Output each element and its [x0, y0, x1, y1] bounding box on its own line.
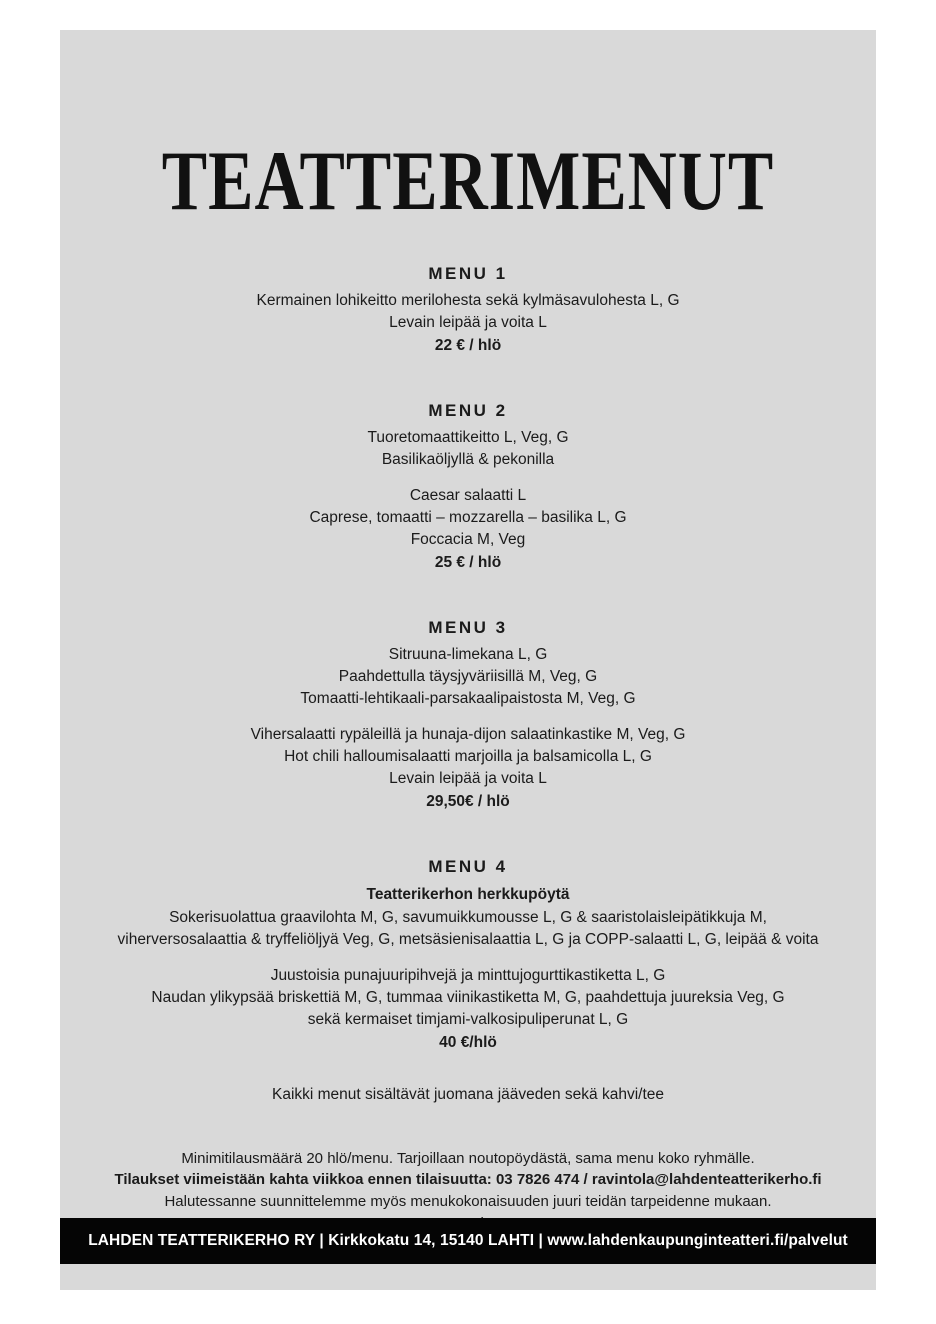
menu-line: Naudan ylikypsää briskettiä M, G, tummaa viinikastiketta M, G, paahdettuja juureksia Veg, G: [151, 988, 785, 1006]
menu-line: Caesar salaatti L: [409, 487, 527, 505]
page-title: TEATTERIMENUT: [161, 132, 775, 228]
menu-line: Sokerisuolattua graavilohta M, G, savumuikkumousse L, G & saaristolaisleipätikkuja M,: [169, 908, 767, 926]
spacer: [60, 574, 876, 616]
menu-block-2: [60, 399, 876, 574]
spacer: [60, 951, 876, 965]
menu-line: Hot chili halloumisalaatti marjoilla ja balsamicolla L, G: [284, 748, 652, 766]
menu-block-1: [60, 262, 876, 357]
footer-bar: [60, 1218, 876, 1264]
spacer: [60, 813, 876, 855]
menu-line: viherversosalaattia & tryffeliöljyä Veg, G, metsäsienisalaattia L, G ja COPP-salaatti L, G, leipää & voita: [117, 930, 819, 948]
menu-price: 29,50€ / hlö: [426, 793, 510, 811]
menu-block-3: [60, 616, 876, 813]
menu-line: Sitruuna-limekana L, G: [388, 646, 548, 664]
menu-price: 40 €/hlö: [439, 1033, 497, 1051]
menu-block-4: [60, 855, 876, 1053]
menu-line: Basilikaöljyllä & pekonilla: [381, 451, 555, 469]
menu-subheading: Teatterikerhon herkkupöytä: [366, 885, 570, 903]
spacer: [60, 357, 876, 399]
menu-line: Kermainen lohikeitto merilohesta sekä kylmäsavulohesta L, G: [256, 292, 680, 310]
menu-price: 25 € / hlö: [434, 554, 502, 572]
spacer: [60, 1106, 876, 1148]
menu-line: Foccacia M, Veg: [410, 531, 526, 549]
menu-line: Juustoisia punajuuripihvejä ja minttujogurttikastiketta L, G: [270, 966, 666, 984]
menu-line: Paahdettulla täysjyväriisillä M, Veg, G: [338, 668, 598, 686]
menu-heading: MENU 3: [428, 618, 508, 638]
menu-line: Caprese, tomaatti – mozzarella – basilika L, G: [309, 509, 627, 527]
menu-line: Tuoretomaattikeitto L, Veg, G: [367, 429, 569, 447]
menu-line: Tomaatti-lehtikaali-parsakaalipaistosta M, Veg, G: [300, 690, 636, 708]
menu-price: 22 € / hlö: [434, 337, 502, 355]
footnote-line-contact: Tilaukset viimeistään kahta viikkoa ennen tilaisuutta: 03 7826 474 / ravintola@lahdenteatterikerho.fi: [114, 1171, 822, 1189]
menu-heading: MENU 2: [428, 401, 508, 421]
menu-content: [60, 262, 876, 1235]
drink-note: Kaikki menut sisältävät juomana jääveden sekä kahvi/tee: [271, 1085, 665, 1103]
menu-line: Levain leipää ja voita L: [389, 314, 547, 332]
footer-text: LAHDEN TEATTERIKERHO RY | Kirkkokatu 14, 15140 LAHTI | www.lahdenkaupunginteatteri.fi/palvelut: [88, 1232, 848, 1249]
menu-line: Vihersalaatti rypäleillä ja hunaja-dijon salaatinkastike M, Veg, G: [250, 726, 686, 744]
menu-page: [60, 30, 876, 1290]
menu-heading: MENU 1: [428, 264, 508, 283]
menu-line: sekä kermaiset timjami-valkosipuliperunat L, G: [307, 1010, 629, 1028]
footnote-line: Minimitilausmäärä 20 hlö/menu. Tarjoillaan noutopöydästä, sama menu koko ryhmälle.: [181, 1149, 755, 1167]
menu-line: Levain leipää ja voita L: [389, 770, 547, 788]
spacer: [60, 471, 876, 485]
footnote-line: Halutessanne suunnittelemme myös menukokonaisuuden juuri teidän tarpeidenne mukaan.: [164, 1193, 772, 1210]
spacer: [60, 710, 876, 724]
spacer: [60, 1054, 876, 1084]
menu-heading: MENU 4: [428, 857, 508, 877]
